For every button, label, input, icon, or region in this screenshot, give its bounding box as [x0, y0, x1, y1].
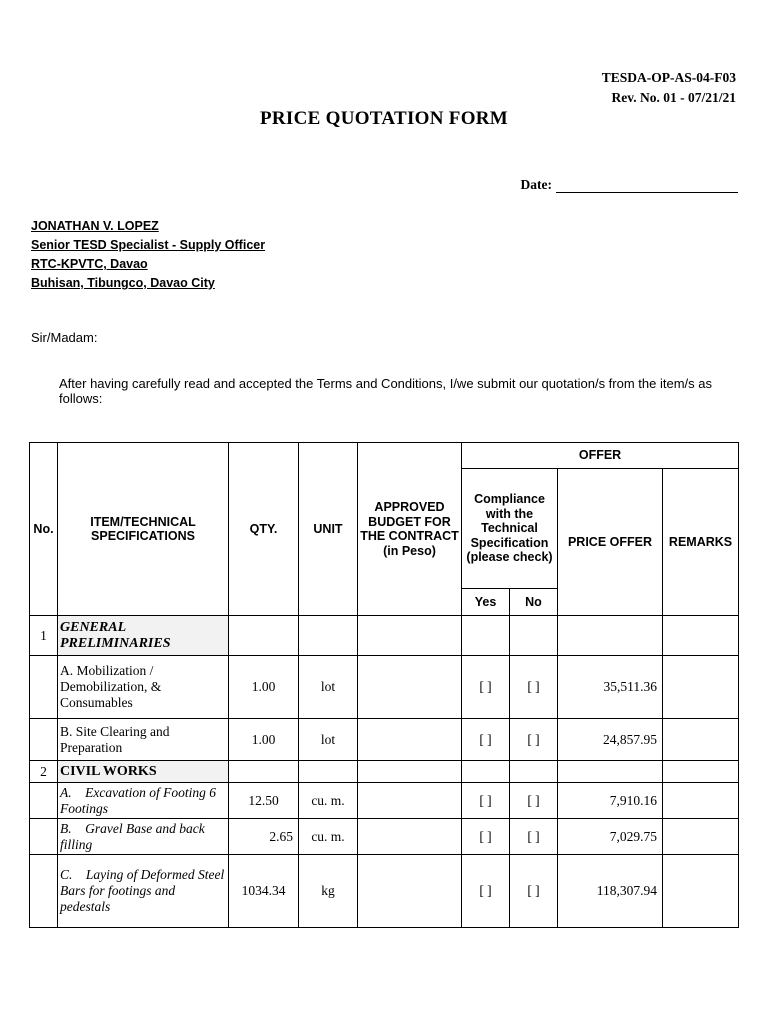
- price-offer: 7,910.16: [558, 783, 663, 819]
- table-row: [30, 819, 739, 855]
- section-title: GENERAL PRELIMINARIES: [58, 616, 229, 656]
- item-abc[interactable]: [358, 719, 462, 761]
- item-abc[interactable]: [358, 656, 462, 719]
- offer-header: OFFER: [462, 443, 739, 469]
- item-description: B. Site Clearing and Preparation: [58, 719, 229, 761]
- section-title: CIVIL WORKS: [58, 761, 229, 783]
- section-number: 2: [30, 761, 58, 783]
- addressee-office: RTC-KPVTC, Davao: [31, 257, 148, 271]
- section-row: [30, 616, 739, 656]
- addressee-address: Buhisan, Tibungco, Davao City: [31, 276, 215, 290]
- table-row: [30, 783, 739, 819]
- salutation: Sir/Madam:: [31, 330, 98, 345]
- remarks-cell[interactable]: [663, 819, 739, 855]
- item-abc[interactable]: [358, 819, 462, 855]
- addressee-name: JONATHAN V. LOPEZ: [31, 219, 159, 233]
- col-qty-header: QTY.: [229, 443, 299, 616]
- header-row-1: [30, 443, 739, 469]
- price-offer: 35,511.36: [558, 656, 663, 719]
- item-qty: 1.00: [229, 719, 299, 761]
- no-header: No: [510, 589, 558, 616]
- price-offer: 118,307.94: [558, 855, 663, 928]
- remarks-header: REMARKS: [663, 469, 739, 616]
- no-checkbox[interactable]: [ ]: [510, 719, 558, 761]
- item-unit: kg: [299, 855, 358, 928]
- item-unit: cu. m.: [299, 819, 358, 855]
- item-abc[interactable]: [358, 855, 462, 928]
- remarks-cell[interactable]: [663, 783, 739, 819]
- price-offer: 7,029.75: [558, 819, 663, 855]
- col-item-header: ITEM/TECHNICAL SPECIFICATIONS: [58, 443, 229, 616]
- yes-checkbox[interactable]: [ ]: [462, 855, 510, 928]
- no-checkbox[interactable]: [ ]: [510, 855, 558, 928]
- addressee-block: [31, 217, 265, 293]
- quotation-table: [29, 442, 739, 928]
- item-description: C. Laying of Deformed Steel Bars for footings and pedestals: [58, 855, 229, 928]
- form-code-block: [602, 68, 736, 108]
- col-unit-header: UNIT: [299, 443, 358, 616]
- remarks-cell[interactable]: [663, 656, 739, 719]
- intro-paragraph: After having carefully read and accepted the Terms and Conditions, I/we submit our quotation/s from the item/s as follows:: [59, 376, 712, 406]
- yes-checkbox[interactable]: [ ]: [462, 656, 510, 719]
- item-description: A. Excavation of Footing 6 Footings: [58, 783, 229, 819]
- section-number: 1: [30, 616, 58, 656]
- no-checkbox[interactable]: [ ]: [510, 819, 558, 855]
- item-qty: 1.00: [229, 656, 299, 719]
- price-offer-header: PRICE OFFER: [558, 469, 663, 616]
- item-abc[interactable]: [358, 783, 462, 819]
- section-row: [30, 761, 739, 783]
- form-code: TESDA-OP-AS-04-F03: [601, 70, 736, 85]
- no-checkbox[interactable]: [ ]: [510, 656, 558, 719]
- col-no-header: No.: [30, 443, 58, 616]
- item-unit: lot: [299, 719, 358, 761]
- table-row: [30, 855, 739, 928]
- yes-checkbox[interactable]: [ ]: [462, 783, 510, 819]
- remarks-cell[interactable]: [663, 719, 739, 761]
- price-offer: 24,857.95: [558, 719, 663, 761]
- addressee-position: Senior TESD Specialist - Supply Officer: [31, 238, 266, 252]
- yes-checkbox[interactable]: [ ]: [462, 719, 510, 761]
- compliance-header: Compliance with the Technical Specification (please check): [462, 469, 558, 589]
- col-abc-header: APPROVED BUDGET FOR THE CONTRACT (in Peso): [358, 443, 462, 616]
- item-qty: 1034.34: [229, 855, 299, 928]
- date-field[interactable]: [556, 176, 738, 193]
- item-unit: lot: [299, 656, 358, 719]
- date-row: [521, 176, 738, 193]
- remarks-cell[interactable]: [663, 855, 739, 928]
- page-title: PRICE QUOTATION FORM: [259, 108, 509, 129]
- item-unit: cu. m.: [299, 783, 358, 819]
- yes-checkbox[interactable]: [ ]: [462, 819, 510, 855]
- item-description: A. Mobilization / Demobilization, & Consumables: [58, 656, 229, 719]
- yes-header: Yes: [462, 589, 510, 616]
- item-qty: 12.50: [229, 783, 299, 819]
- item-qty: 2.65: [229, 819, 299, 855]
- no-checkbox[interactable]: [ ]: [510, 783, 558, 819]
- table-row: [30, 719, 739, 761]
- item-description: B. Gravel Base and back filling: [58, 819, 229, 855]
- date-label: Date:: [520, 177, 552, 192]
- table-row: [30, 656, 739, 719]
- revision-number: Rev. No. 01 - 07/21/21: [611, 90, 736, 105]
